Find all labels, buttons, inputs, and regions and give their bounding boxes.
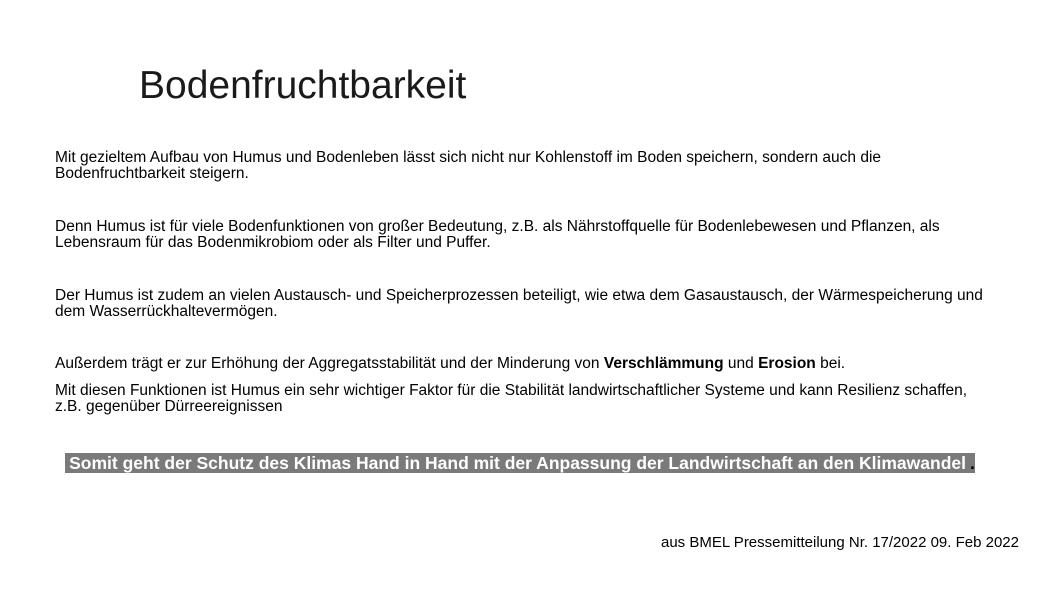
highlight-period: . <box>969 453 975 473</box>
paragraph-resilience: Mit diesen Funktionen ist Humus ein sehr wichtiger Faktor für die Stabilität landwirtschaftlicher Systeme und kann Resilienz schaffen, z.B. gegenüber Dürreereignissen <box>55 382 968 415</box>
paragraph-exchange-processes: Der Humus ist zudem an vielen Austausch- und Speicherprozessen beteiligt, wie etwa dem Gasaustausch, der Wärmespeicherung und dem Wasserrückhaltevermögen. <box>55 287 983 320</box>
paragraph-soil-functions: Denn Humus ist für viele Bodenfunktionen von großer Bedeutung, z.B. als Nährstoffquelle für Bodenlebewesen und Pflanzen, als Lebensraum für das Bodenmikrobiom oder als Filter und Puffer. <box>55 218 940 251</box>
paragraph-text: Außerdem trägt er zur Erhöhung der Aggregatsstabilität und der Minderung von <box>55 355 604 372</box>
slide-title: Bodenfruchtbarkeit <box>139 64 467 107</box>
highlight-text: Somit geht der Schutz des Klimas Hand in Hand mit der Anpassung der Landwirtschaft an den Klimawandel <box>65 453 970 473</box>
bold-term-verschlaemmung: Verschlämmung <box>603 355 724 372</box>
bold-term-erosion: Erosion <box>758 355 816 372</box>
paragraph-text: und <box>723 355 759 372</box>
highlight-statement <box>60 453 980 474</box>
paragraph-carbon-storage: Mit gezieltem Aufbau von Humus und Bodenleben lässt sich nicht nur Kohlenstoff im Boden speichern, sondern auch die Bodenfruchtbarkeit steigern. <box>55 149 882 182</box>
paragraph-aggregate-stability <box>55 356 995 372</box>
source-citation: aus BMEL Pressemitteilung Nr. 17/2022 09. Feb 2022 <box>661 534 1019 551</box>
paragraph-text: bei. <box>815 355 846 372</box>
